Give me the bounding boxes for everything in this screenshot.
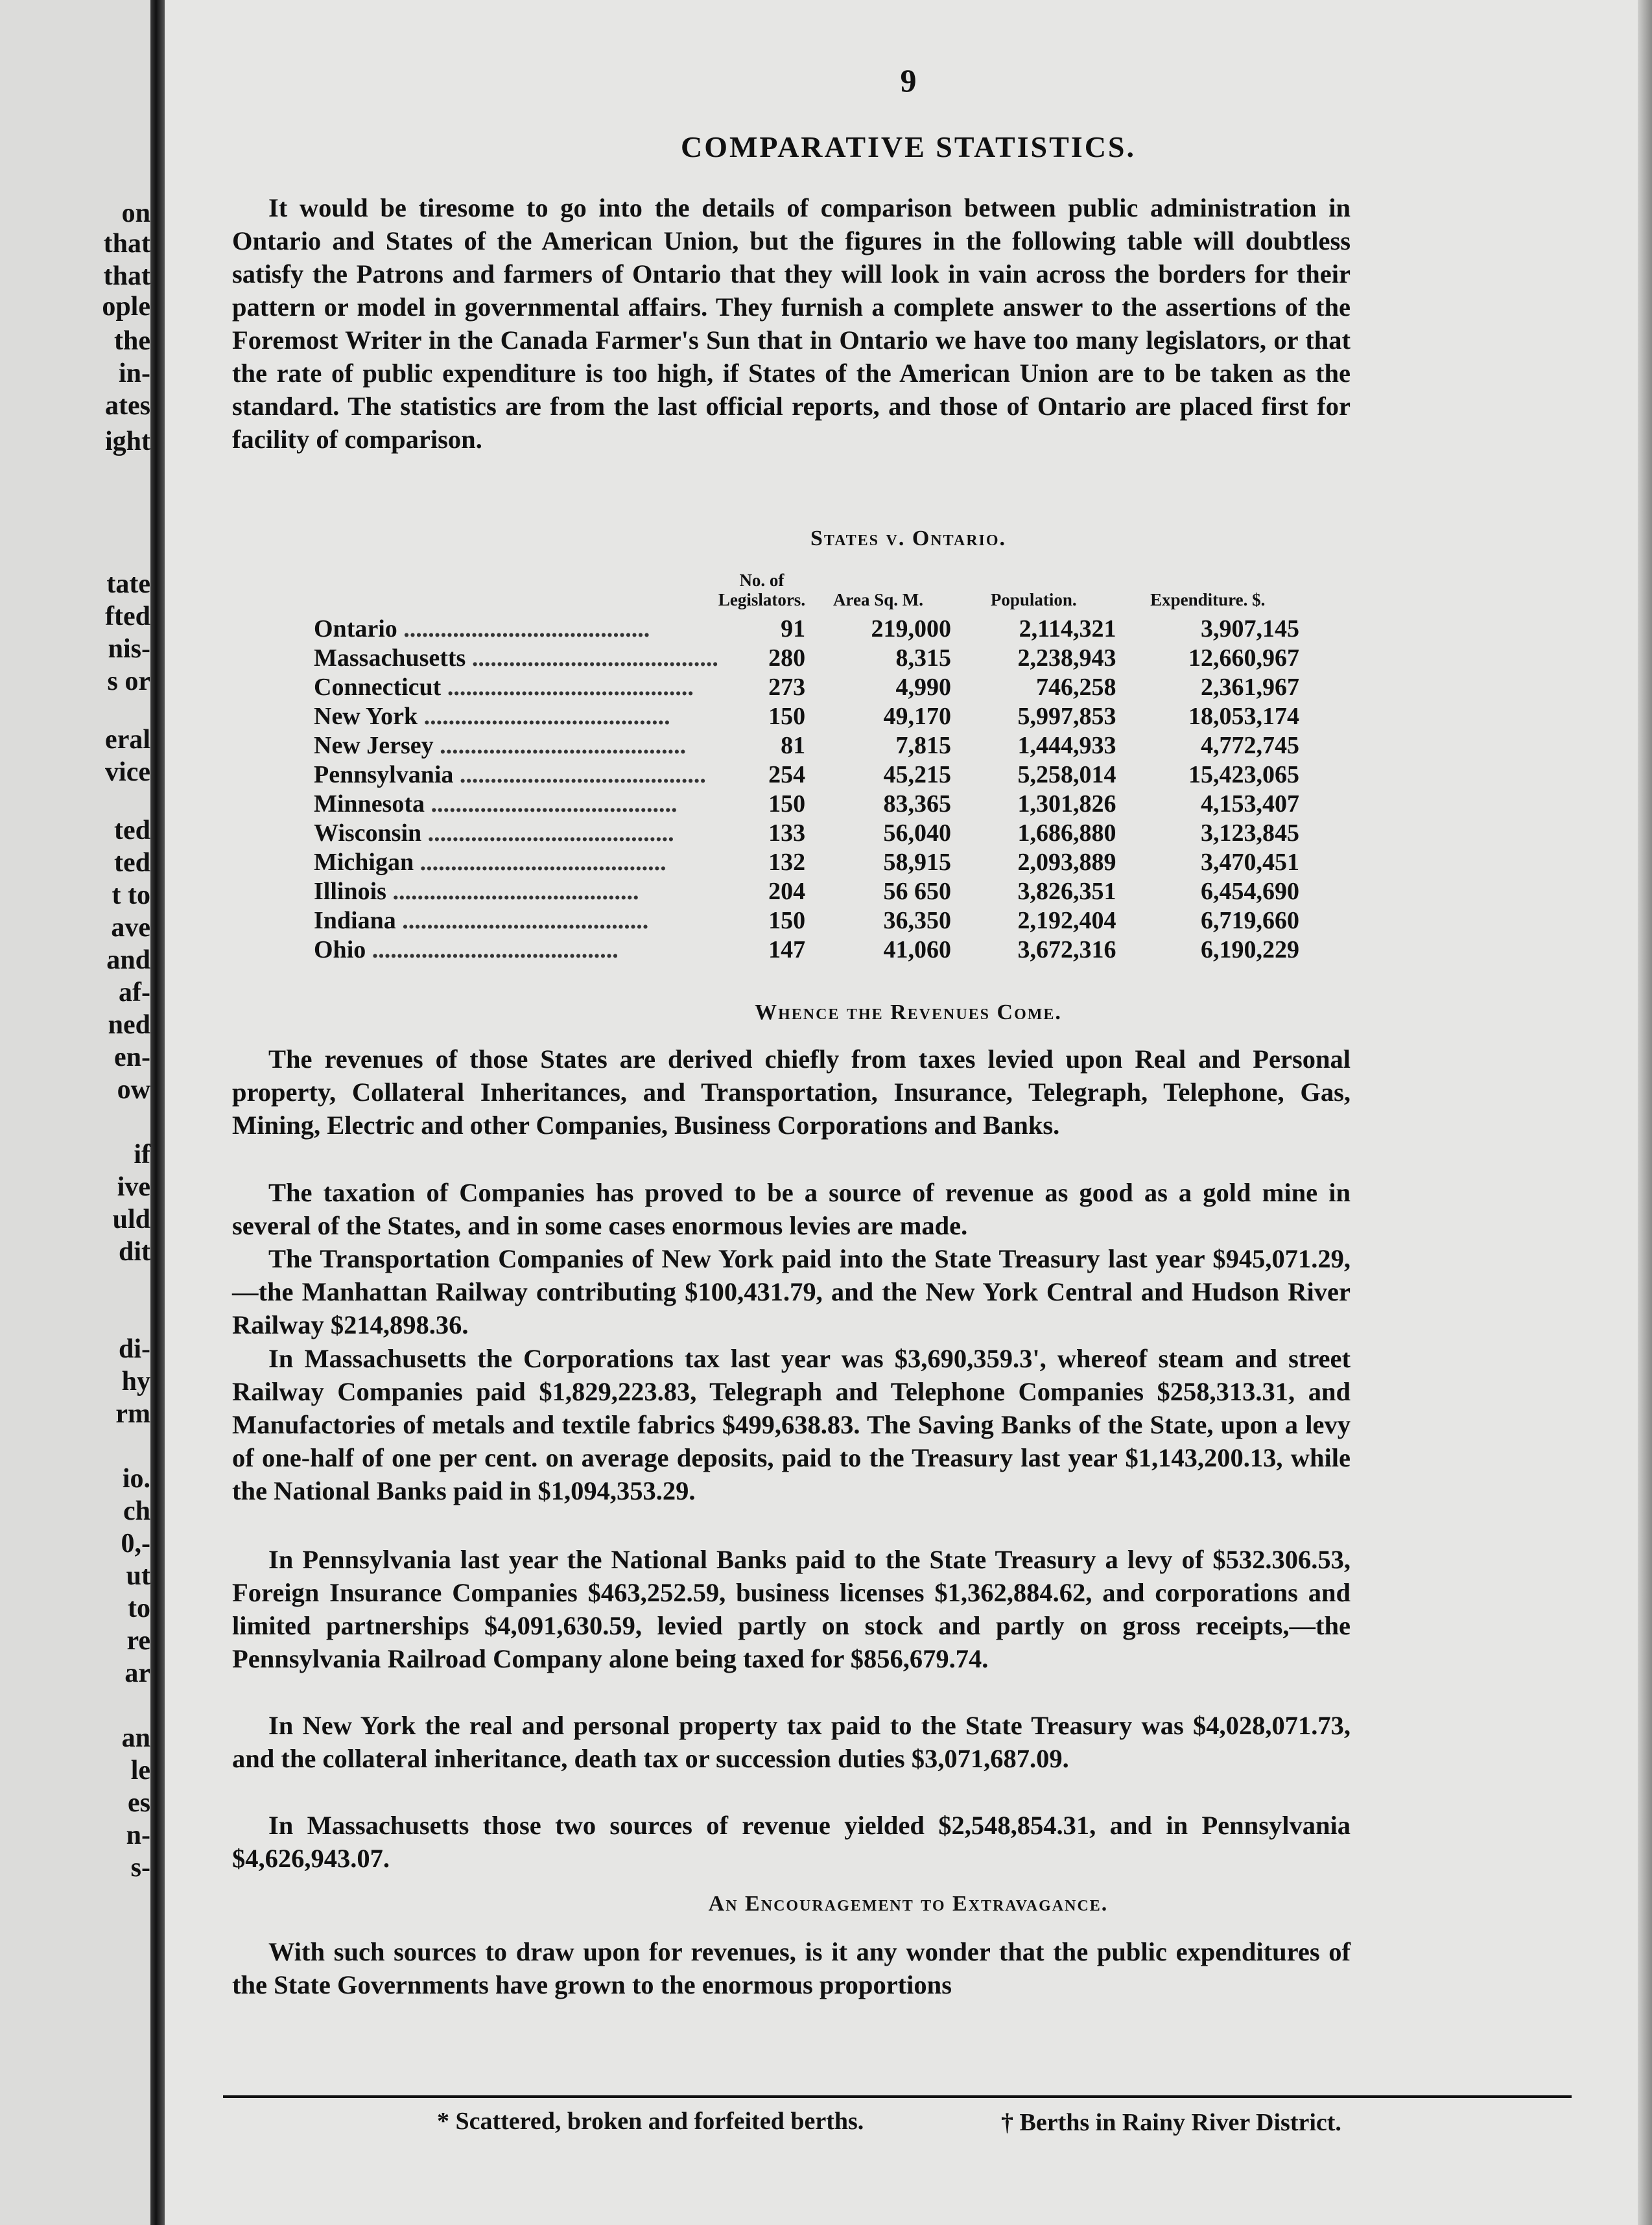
table-cell-population: 3,826,351: [1017, 878, 1116, 905]
left-margin-fragment: es: [128, 1788, 150, 1818]
state-name: Ohio: [314, 936, 366, 963]
state-name: Massachusetts: [314, 644, 466, 672]
left-margin-fragment: rm: [115, 1399, 150, 1429]
left-margin-fragment: io.: [122, 1464, 150, 1494]
table-cell-area: 83,365: [883, 790, 951, 818]
section-heading-revenues: Whence the Revenues Come.: [755, 1000, 1062, 1024]
previous-page-margin: [0, 0, 156, 2225]
table-cell-area: 45,215: [883, 761, 951, 788]
left-margin-fragment: hy: [121, 1367, 150, 1396]
table-cell-population: 2,093,889: [1017, 849, 1116, 876]
table-cell-population: 1,686,880: [1017, 819, 1116, 847]
table-row: [314, 906, 1299, 936]
left-margin-fragment: to: [128, 1594, 150, 1623]
table-cell-legislators: 132: [768, 849, 806, 876]
table-cell-area: 8,315: [895, 644, 951, 672]
left-margin-fragment: in-: [118, 359, 150, 388]
table-row: [314, 731, 1299, 760]
left-margin-fragment: nis-: [108, 634, 150, 664]
table-cell-legislators: 91: [781, 615, 806, 642]
left-margin-fragment: ch: [123, 1496, 150, 1526]
table-cell-population: 5,258,014: [1017, 761, 1116, 788]
page-right-edge: [1638, 0, 1652, 2225]
table-cell-legislators: 254: [768, 761, 806, 788]
table-cell-expenditure: 4,772,745: [1201, 732, 1299, 759]
left-margin-fragment: ople: [102, 292, 150, 322]
left-margin-fragment: that: [103, 229, 150, 259]
left-margin-fragment: ted: [114, 848, 150, 878]
table-cell-area: 7,815: [895, 732, 951, 759]
table-cell-population: 5,997,853: [1017, 703, 1116, 730]
table-row: [314, 936, 1299, 965]
table-body: [314, 615, 1299, 965]
leader-dots: ........................................: [421, 819, 674, 847]
left-margin-fragment: en-: [114, 1042, 150, 1072]
left-margin-fragment: the: [114, 326, 150, 356]
table-cell-expenditure: 3,123,845: [1201, 819, 1299, 847]
left-margin-fragment: le: [130, 1756, 150, 1785]
table-cell-expenditure: 3,907,145: [1201, 615, 1299, 642]
table-cell-legislators: 280: [768, 644, 806, 672]
table-cell-state: [314, 673, 718, 702]
table-row: [314, 819, 1299, 848]
table-row: [314, 848, 1299, 877]
state-name: Wisconsin: [314, 819, 422, 847]
table-cell-expenditure: 15,423,065: [1188, 761, 1299, 788]
table-cell-area: 56,040: [883, 819, 951, 847]
state-name: Pennsylvania: [314, 761, 454, 788]
left-margin-fragment: s or: [107, 666, 150, 696]
left-margin-fragment: ned: [108, 1010, 150, 1040]
table-cell-state: [314, 819, 718, 848]
page-title: COMPARATIVE STATISTICS.: [680, 130, 1137, 163]
table-cell-legislators: 150: [768, 703, 806, 730]
table-header-area: Area Sq. M.: [833, 590, 923, 609]
left-margin-fragment: dit: [118, 1237, 150, 1267]
revenues-paragraph-2: The taxation of Companies has proved to be a source of revenue as good as a gold mine in several of the States, and in some cases enormous levies are made.: [232, 1178, 1351, 1240]
left-margin-fragment: n-: [126, 1820, 150, 1850]
table-cell-legislators: 150: [768, 907, 806, 934]
table-cell-area: 4,990: [895, 674, 951, 701]
left-margin-fragment: if: [134, 1140, 150, 1170]
left-margin-fragment: s-: [130, 1853, 150, 1883]
statistics-table: [314, 571, 1299, 965]
left-margin-fragment: and: [106, 945, 150, 975]
footnote-rule: [223, 2095, 1572, 2098]
table-header-row: [314, 571, 1299, 615]
left-margin-fragment: af-: [119, 978, 150, 1007]
state-name: New Jersey: [314, 732, 434, 759]
table-row: [314, 877, 1299, 906]
leader-dots: ........................................: [414, 849, 667, 876]
table-caption: States v. Ontario.: [810, 526, 1007, 550]
table-cell-state: [314, 731, 718, 760]
left-margin-fragment: uld: [112, 1205, 150, 1234]
left-margin-fragment: fted: [105, 602, 150, 631]
left-margin-fragment: an: [121, 1723, 150, 1753]
state-name: Ontario: [314, 615, 397, 642]
table-cell-area: 58,915: [883, 849, 951, 876]
table-cell-area: 56 650: [883, 878, 951, 905]
leader-dots: ........................................: [386, 878, 639, 905]
leader-dots: ........................................: [366, 936, 619, 963]
table-cell-area: 36,350: [883, 907, 951, 934]
table-cell-area: 219,000: [871, 615, 951, 642]
revenues-paragraph-4: In Massachusetts the Corporations tax last year was $3,690,359.3', whereof steam and street Railway Companies paid $1,829,223.83, Telegraph and Telephone Companies $258,313.31, and Manufactories of metals and textile fabrics $499,638.83. The Saving Banks of the State, upon a levy of one-half of one per cent. on average deposits, paid to the Treasury last year $1,143,200.13, while the National Banks paid in $1,094,353.29.: [232, 1344, 1351, 1505]
table-cell-legislators: 273: [768, 674, 806, 701]
table-cell-expenditure: 3,470,451: [1201, 849, 1299, 876]
table-cell-population: 1,301,826: [1017, 790, 1116, 818]
left-margin-fragment: t to: [112, 880, 150, 910]
table-row: [314, 644, 1299, 673]
left-margin-fragment: di-: [118, 1334, 150, 1364]
table-cell-state: [314, 906, 718, 936]
footnote-rainy-river: † Berths in Rainy River District.: [1001, 2109, 1341, 2136]
table-cell-legislators: 81: [781, 732, 806, 759]
revenues-paragraph-3: The Transportation Companies of New York paid into the State Treasury last year $945,071.29,—the Manhattan Railway contributing $100,431.79, and the New York Central and Hudson River Railway $214,898.36.: [232, 1244, 1351, 1339]
leader-dots: ........................................: [466, 644, 718, 672]
table-cell-area: 41,060: [883, 936, 951, 963]
table-cell-expenditure: 4,153,407: [1201, 790, 1299, 818]
leader-dots: ........................................: [453, 761, 706, 788]
footnote-scattered-berths: * Scattered, broken and forfeited berths.: [437, 2108, 864, 2135]
revenues-paragraph-7: In Massachusetts those two sources of revenue yielded $2,548,854.31, and in Pennsylvania $4,626,943.07.: [232, 1811, 1351, 1873]
table-cell-state: [314, 644, 718, 673]
left-margin-fragment: vice: [105, 757, 150, 787]
table-cell-population: 746,258: [1036, 674, 1116, 701]
table-cell-state: [314, 702, 718, 731]
table-cell-population: 2,192,404: [1017, 907, 1116, 934]
left-margin-fragment: ave: [111, 913, 150, 943]
table-cell-expenditure: 2,361,967: [1201, 674, 1299, 701]
left-margin-fragment: ates: [105, 391, 150, 421]
table-cell-state: [314, 877, 718, 906]
table-row: [314, 760, 1299, 790]
left-margin-fragment: ut: [126, 1561, 150, 1591]
table-cell-state: [314, 615, 718, 644]
extravagance-paragraph: With such sources to draw upon for revenues, is it any wonder that the public expenditures of the State Governments have grown to the enormous proportions: [232, 1937, 1351, 1999]
leader-dots: ........................................: [395, 907, 649, 934]
left-margin-fragment: on: [121, 198, 150, 228]
leader-dots: ........................................: [433, 732, 687, 759]
leader-dots: ........................................: [425, 790, 678, 818]
table-cell-population: 2,114,321: [1019, 615, 1116, 642]
left-margin-fragment: tate: [106, 569, 150, 599]
table-cell-expenditure: 6,190,229: [1201, 936, 1299, 963]
table-row: [314, 673, 1299, 702]
table-header-legislators: No. of Legislators.: [718, 571, 806, 609]
leader-dots: ........................................: [441, 674, 694, 701]
state-name: Connecticut: [314, 674, 442, 701]
table-cell-legislators: 204: [768, 878, 806, 905]
left-margin-fragment: that: [103, 261, 150, 291]
table-cell-state: [314, 936, 718, 965]
left-margin-fragment: ow: [117, 1075, 150, 1105]
state-name: Indiana: [314, 907, 396, 934]
table-cell-expenditure: 6,454,690: [1201, 878, 1299, 905]
document-page: [165, 0, 1652, 2225]
left-margin-fragment: re: [126, 1626, 150, 1656]
table-header-state: [314, 571, 718, 615]
table-row: [314, 790, 1299, 819]
left-margin-fragment: ight: [104, 427, 150, 456]
table-row: [314, 615, 1299, 644]
section-heading-extravagance: An Encouragement to Extravagance.: [708, 1892, 1109, 1916]
state-name: Minnesota: [314, 790, 425, 818]
table-cell-state: [314, 848, 718, 877]
table-cell-legislators: 133: [768, 819, 806, 847]
left-margin-fragment: ted: [114, 816, 150, 845]
previous-page-text-fragments: [0, 0, 150, 2225]
left-margin-fragment: ar: [124, 1658, 150, 1688]
state-name: Michigan: [314, 849, 414, 876]
table-cell-population: 1,444,933: [1017, 732, 1116, 759]
leader-dots: ........................................: [397, 615, 650, 642]
left-margin-fragment: 0,-: [121, 1529, 150, 1559]
left-margin-fragment: eral: [105, 725, 150, 755]
table-cell-expenditure: 6,719,660: [1201, 907, 1299, 934]
revenues-paragraph-5: In Pennsylvania last year the National Banks paid to the State Treasury a levy of $532.306.53, Foreign Insurance Companies $463,252.59, business licenses $1,362,884.62, and corporations and limited partnerships $4,091,630.59, levied partly on stock and partly on gross receipts,—the Pennsylvania Railroad Company alone being taxed for $856,679.74.: [232, 1545, 1351, 1673]
table-cell-expenditure: 18,053,174: [1188, 703, 1299, 730]
left-margin-fragment: ive: [117, 1172, 150, 1202]
table-cell-population: 2,238,943: [1017, 644, 1116, 672]
state-name: Illinois: [314, 878, 386, 905]
table-row: [314, 702, 1299, 731]
table-cell-state: [314, 760, 718, 790]
table-cell-legislators: 147: [768, 936, 806, 963]
page-number: 9: [900, 62, 917, 99]
table-cell-population: 3,672,316: [1017, 936, 1116, 963]
table-cell-legislators: 150: [768, 790, 806, 818]
revenues-paragraph-1: The revenues of those States are derived chiefly from taxes levied upon Real and Personal property, Collateral Inheritances, and Transportation, Insurance, Telegraph, Telephone, Gas, Mining, Electric and other Companies, Business Corporations and Banks.: [232, 1044, 1351, 1140]
leader-dots: ........................................: [418, 703, 670, 730]
revenues-paragraph-6: In New York the real and personal property tax paid to the State Treasury was $4,028,071.73, and the collateral inheritance, death tax or succession duties $3,071,687.09.: [232, 1711, 1351, 1773]
table-header-population: Population.: [990, 590, 1077, 609]
page-gutter: [150, 0, 165, 2225]
table-header-expenditure: Expenditure. $.: [1150, 590, 1266, 609]
table-cell-expenditure: 12,660,967: [1188, 644, 1299, 672]
table-cell-state: [314, 790, 718, 819]
state-name: New York: [314, 703, 418, 730]
table-cell-area: 49,170: [883, 703, 951, 730]
intro-paragraph: It would be tiresome to go into the details of comparison between public administration in Ontario and States of the American Union, but the figures in the following table will doubtless satisfy the Patrons and farmers of Ontario that they will look in vain across the borders for their pattern or model in governmental affairs. They furnish a complete answer to the assertions of the Foremost Writer in the Canada Farmer's Sun that in Ontario we have too many legislators, or that the rate of public expenditure is too high, if States of the American Union are to be taken as the standard. The statistics are from the last official reports, and those of Ontario are placed first for facility of comparison.: [232, 193, 1351, 454]
